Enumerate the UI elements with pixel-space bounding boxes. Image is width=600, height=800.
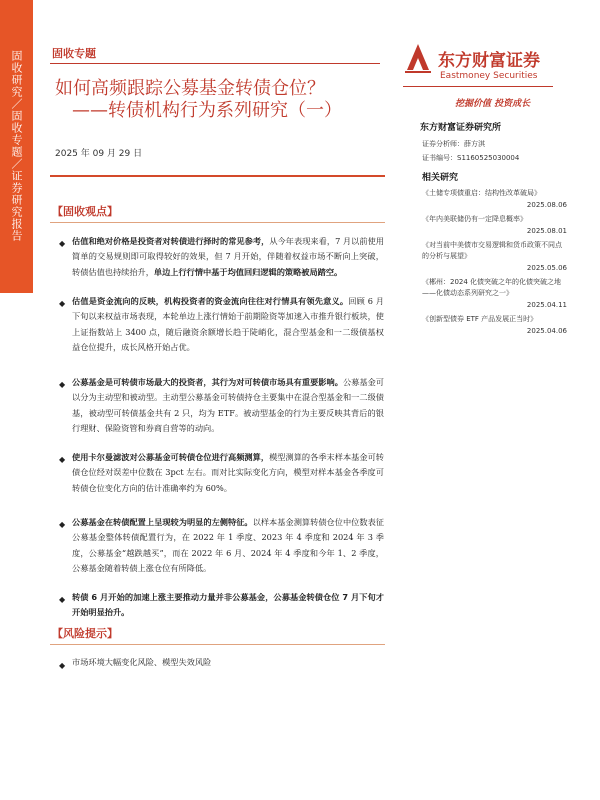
side-banner (0, 0, 33, 293)
brand-name-en: Eastmoney Securities (440, 71, 538, 81)
risk-item: 市场环境大幅变化风险、模型失效风险 (72, 657, 212, 667)
view-paragraph: 使用卡尔曼滤波对公募基金可转债仓位进行高频测算，模型测算的各季末样本基金可转债仓位经对误差中位数在 3pct 左右。而对比实际变化方向，模型对样本基金各季度可转债仓位变化方向的估计准确率约为 60%。 (72, 452, 384, 493)
report-title: 如何高频跟踪公募基金转债仓位？ (55, 78, 325, 99)
view-heading: 【固收观点】 (52, 205, 118, 218)
report-subtitle: ——转债机构行为系列研究（一） (72, 100, 342, 121)
brand-slogan: 挖掘价值 投资成长 (455, 99, 531, 109)
view-paragraph: 估值和绝对价格是投资者对转债进行择时的常见参考，从今年表现来看，7 月以前使用简单的交易规则即可取得较好的效果，但 7 月开始，伴随着权益市场不断向上突破，转债估值也持续抬升，单边上行行情中基于均值回归逻辑的策略被局踏空。 (72, 236, 384, 277)
brand-name: 东方财富证券 (438, 51, 540, 71)
related-report-date: 2025.08.06 (526, 201, 567, 209)
side-banner-text: 固收研究／固收专题／证券研究报告 (10, 50, 23, 242)
certificate-number: 证书编号：S1160525030004 (422, 154, 520, 162)
bullet-icon: ◆ (59, 595, 66, 604)
list-item (422, 214, 567, 237)
list-item (422, 240, 567, 274)
related-report-date: 2025.05.06 (526, 264, 567, 272)
bullet-icon: ◆ (59, 380, 66, 389)
view-paragraph: 公募基金在转债配置上呈现较为明显的左侧特征。以样本基金测算转债仓位中位数表征公募基金整体转债配置行为，在 2022 年 1 季度、2023 年 4 季度和 2024 年 3 季度，公募基金“越跌越买”，而在 2022 年 6 月、2024 年 4 季度和今年 1、2 季度， 公募基金随着转债上涨仓位有所降低。 (72, 517, 384, 574)
related-research-title: 相关研究 (422, 173, 459, 183)
divider (50, 175, 385, 177)
related-report-link[interactable]: 《对当前中美债市交易逻辑和货币政策不同点的分析与展望》 (422, 241, 562, 260)
divider (50, 63, 380, 64)
view-paragraph: 转债 6 月开始的加速上涨主要推动力量并非公募基金，公募基金转债仓位 7 月下旬才开始明显抬升。 (72, 592, 384, 618)
related-report-date: 2025.04.06 (526, 327, 567, 335)
bullet-icon: ◆ (59, 239, 66, 248)
view-paragraph: 估值是资金流向的反映，机构投资者的资金流向往往对行情具有领先意义。回顾 6 月下旬以来权益市场表现，本轮单边上涨行情始于前期险资等加速入市推升银行板块，使上证指数站上 3400 点，随后融资余额增长趋于陡峭化，混合型基金和一二级债基权益仓位提升，成长风格开始占优。 (72, 296, 384, 353)
analyst-name: 证券分析师：薛方淇 (422, 140, 485, 148)
view-paragraph: 公募基金是可转债市场最大的投资者，其行为对可转债市场具有重要影响。公募基金可以分为主动型和被动型。主动型公募基金可转债持仓主要集中在混合型基金和一二级债基，被动型可转债基金共有 2 只，均为 ETF。被动型基金的行为主要反映其背后的银行理财、保险资管和券商自营等的动向。 (72, 377, 384, 434)
bullet-icon: ◆ (59, 299, 66, 308)
divider (403, 86, 553, 87)
related-research-list (422, 188, 567, 340)
related-report-link[interactable]: 《创新型债券 ETF 产品发展正当时》 (422, 315, 538, 323)
related-report-link[interactable]: 《土储专项债重启：结构性改革破局》 (422, 189, 541, 197)
risk-heading: 【风险提示】 (52, 627, 118, 640)
list-item (422, 188, 567, 211)
related-report-date: 2025.08.01 (526, 227, 567, 235)
brand-logo-icon (403, 40, 433, 74)
divider (50, 222, 385, 223)
list-item (422, 277, 567, 311)
bullet-icon: ◆ (59, 455, 66, 464)
related-report-date: 2025.04.11 (526, 301, 567, 309)
report-date: 2025 年 09 月 29 日 (55, 149, 143, 159)
report-category: 固收专题 (52, 47, 96, 60)
related-report-link[interactable]: 《郴州：2024 化债突破之年的化债突破之地——化债动态系列研究之一》 (422, 278, 562, 297)
list-item (422, 314, 567, 337)
institute-name: 东方财富证券研究所 (420, 123, 502, 133)
bullet-icon: ◆ (59, 661, 66, 670)
bullet-icon: ◆ (59, 520, 66, 529)
related-report-link[interactable]: 《年内美联储仍有一定降息概率》 (422, 215, 527, 223)
divider (50, 644, 385, 645)
